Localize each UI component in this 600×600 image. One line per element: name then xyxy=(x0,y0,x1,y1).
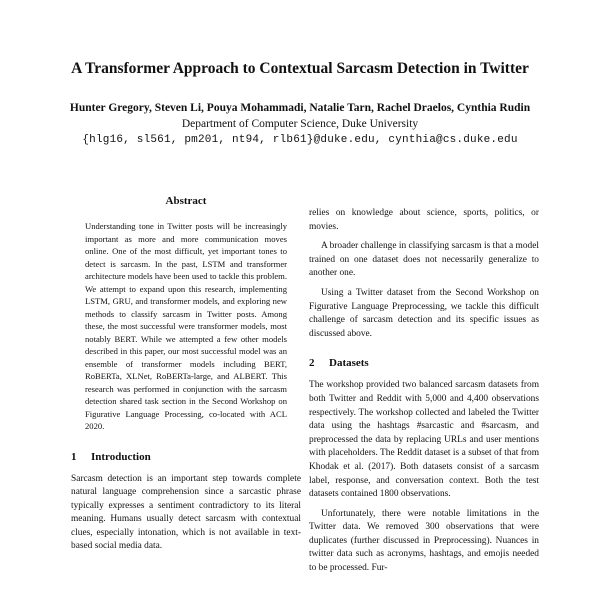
abstract-heading: Abstract xyxy=(165,195,207,207)
section-title: Introduction xyxy=(91,450,151,463)
section-heading-datasets xyxy=(309,357,539,369)
section-number: 1 xyxy=(71,450,77,463)
continued-paragraph: relies on knowledge about science, sports, politics, or movies. xyxy=(309,208,539,232)
left-column xyxy=(71,195,301,554)
introduction-paragraph: Sarcasm detection is an important step towards complete natural language comprehension since a sarcastic phrase typically expresses a sentiment contradictory to its literal meaning. Humans usually detect sarcasm with contextual clues, especially intonation, which is not available in text-based social media data. xyxy=(71,473,301,552)
paragraph: Using a Twitter dataset from the Second Workshop on Figurative Language Preprocessing, we tackle this difficult challenge of sarcasm detection and its specific issues as discussed above. xyxy=(309,287,539,339)
section-number: 2 xyxy=(309,357,315,370)
section-heading-introduction xyxy=(71,451,301,463)
author-emails: {hlg16, sl561, pm201, nt94, rlb61}@duke.edu, cynthia@cs.duke.edu xyxy=(82,134,518,146)
author-list: Hunter Gregory, Steven Li, Pouya Mohammadi, Natalie Tarn, Rachel Draelos, Cynthia Rudin xyxy=(69,102,531,114)
paper-title: A Transformer Approach to Contextual Sarcasm Detection in Twitter xyxy=(71,60,529,77)
abstract-text: Understanding tone in Twitter posts will be increasingly important as more and more communication moves online. One of the most difficult, yet important tones to detect is sarcasm. In the past, LSTM and transformer architecture models have been used to tackle this problem. We attempt to expand upon this research, implementing LSTM, GRU, and transformer models, and exploring new methods to classify sarcasm in Twitter posts. Among these, the most successful were transformer models, most notably BERT. While we attempted a few other models described in this paper, our most successful model was an ensemble of transformer models including BERT, RoBERTa, XLNet, RoBERTa-large, and ALBERT. This research was performed in conjunction with the sarcasm detection shared task section in the Second Workshop on Figurative Language Processing, co-located with ACL 2020. xyxy=(85,221,287,431)
right-column xyxy=(309,207,539,576)
datasets-paragraph: The workshop provided two balanced sarcasm datasets from both Twitter and Reddit with 5,000 and 4,400 observations respectively. The workshop collected and labeled the Twitter data using the hashtags #sarcastic and #sarcasm, and preprocessed the data by replacing URLs and user mentions with placeholders. The Reddit dataset is a subset of that from Khodak et al. (2017). Both datasets consist of a sarcasm label, response, and conversation context. Both the test datasets contained 1800 observations. xyxy=(309,380,539,500)
section-title: Datasets xyxy=(329,357,369,370)
datasets-paragraph: Unfortunately, there were notable limitations in the Twitter data. We removed 300 observations that were duplicates (further discussed in Preprocessing). Nuances in twitter data such as acronyms, hashtags, and emojis needed to be processed. Fur- xyxy=(309,508,539,574)
paragraph: A broader challenge in classifying sarcasm is that a model trained on one dataset does not necessarily generalize to another one. xyxy=(309,241,539,279)
affiliation: Department of Computer Science, Duke University xyxy=(181,118,419,130)
